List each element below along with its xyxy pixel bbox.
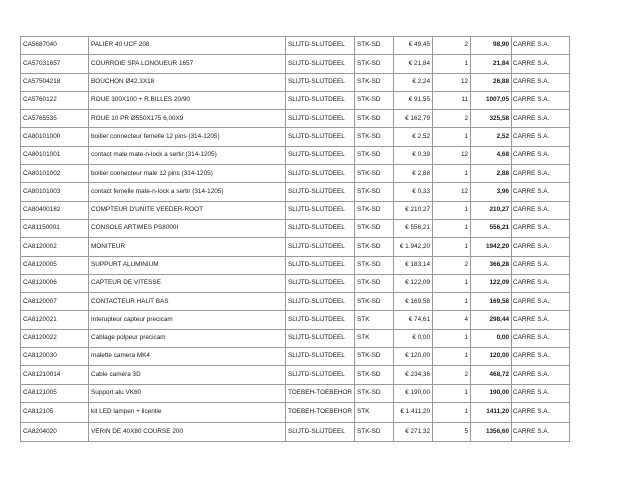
unit-price-cell: € 556,21 <box>394 219 433 237</box>
description-cell: contact femelle mate-n-lock a sertir (314-1205) <box>89 183 286 201</box>
unit-price-cell: € 1.942,20 <box>394 238 433 256</box>
quantity-cell: 1 <box>433 329 471 347</box>
item-code-cell: CA80101003 <box>21 183 89 201</box>
customer-cell: CARRE S.A. <box>512 165 570 183</box>
unit-price-cell: € 190,00 <box>394 384 433 402</box>
item-code-cell: CA8120022 <box>21 329 89 347</box>
unit-cell: STK-SD <box>355 110 394 128</box>
table-row <box>21 384 570 402</box>
total-cell: 0,00 <box>471 329 512 347</box>
table-row <box>21 146 570 164</box>
description-cell: CONTACTEUR HAUT BAS <box>89 293 286 311</box>
total-cell: 190,00 <box>471 384 512 402</box>
quantity-cell: 5 <box>433 423 471 441</box>
total-cell: 26,88 <box>471 73 512 91</box>
quantity-cell: 1 <box>433 238 471 256</box>
unit-cell: STK-SD <box>355 165 394 183</box>
quantity-cell: 2 <box>433 256 471 274</box>
customer-cell: CARRE S.A. <box>512 219 570 237</box>
unit-cell: STK-SD <box>355 256 394 274</box>
table-row <box>21 274 570 292</box>
description-cell: Support alu VK60 <box>89 384 286 402</box>
unit-price-cell: € 49,45 <box>394 37 433 55</box>
quantity-cell: 11 <box>433 91 471 109</box>
description-cell: kit LED lampen + licentie <box>89 402 286 422</box>
total-cell: 1942,20 <box>471 238 512 256</box>
customer-cell: CARRE S.A. <box>512 423 570 441</box>
item-code-cell: CA8120006 <box>21 274 89 292</box>
unit-price-cell: € 91,55 <box>394 91 433 109</box>
table-row <box>21 73 570 91</box>
customer-cell: CARRE S.A. <box>512 37 570 55</box>
unit-cell: STK <box>355 311 394 329</box>
quantity-cell: 1 <box>433 274 471 292</box>
table-row <box>21 219 570 237</box>
unit-cell: STK-SD <box>355 293 394 311</box>
group-cell: SLIJTD-SLIJTDEEL <box>286 293 355 311</box>
total-cell: 366,28 <box>471 256 512 274</box>
total-cell: 98,90 <box>471 37 512 55</box>
inventory-table <box>20 36 570 442</box>
total-cell: 21,84 <box>471 55 512 73</box>
quantity-cell: 2 <box>433 110 471 128</box>
customer-cell: CARRE S.A. <box>512 55 570 73</box>
table-row <box>21 110 570 128</box>
item-code-cell: CA8120005 <box>21 256 89 274</box>
quantity-cell: 12 <box>433 146 471 164</box>
customer-cell: CARRE S.A. <box>512 293 570 311</box>
group-cell: SLIJTD-SLIJTDEEL <box>286 55 355 73</box>
quantity-cell: 4 <box>433 311 471 329</box>
description-cell: ROUE 300X100 + R.BILLES 20/90 <box>89 91 286 109</box>
total-cell: 468,72 <box>471 366 512 384</box>
unit-cell: STK-SD <box>355 238 394 256</box>
unit-cell: STK-SD <box>355 348 394 366</box>
quantity-cell: 1 <box>433 384 471 402</box>
table-body <box>21 37 570 442</box>
item-code-cell: CA8121005 <box>21 384 89 402</box>
table-row <box>21 128 570 146</box>
customer-cell: CARRE S.A. <box>512 73 570 91</box>
customer-cell: CARRE S.A. <box>512 256 570 274</box>
group-cell: SLIJTD-SLIJTDEEL <box>286 329 355 347</box>
description-cell: Interupteur capteur precicam <box>89 311 286 329</box>
description-cell: ROUE 10 PR Ø550X175 6,00X9 <box>89 110 286 128</box>
unit-cell: STK-SD <box>355 384 394 402</box>
total-cell: 298,44 <box>471 311 512 329</box>
item-code-cell: CA57031657 <box>21 55 89 73</box>
group-cell: TOEBEH-TOEBEHOR <box>286 384 355 402</box>
item-code-cell: CA80101001 <box>21 146 89 164</box>
customer-cell: CARRE S.A. <box>512 384 570 402</box>
total-cell: 2,88 <box>471 165 512 183</box>
group-cell: SLIJTD-SLIJTDEEL <box>286 366 355 384</box>
item-code-cell: CA8120021 <box>21 311 89 329</box>
item-code-cell: CA5765535 <box>21 110 89 128</box>
customer-cell: CARRE S.A. <box>512 348 570 366</box>
total-cell: 1007,05 <box>471 91 512 109</box>
table-row <box>21 293 570 311</box>
table-row <box>21 201 570 219</box>
unit-price-cell: € 2,88 <box>394 165 433 183</box>
total-cell: 2,52 <box>471 128 512 146</box>
table-row <box>21 256 570 274</box>
total-cell: 120,00 <box>471 348 512 366</box>
quantity-cell: 12 <box>433 183 471 201</box>
group-cell: SLIJTD-SLIJTDEEL <box>286 37 355 55</box>
description-cell: CAPTEUR DE VITESSE <box>89 274 286 292</box>
group-cell: SLIJTD-SLIJTDEEL <box>286 311 355 329</box>
customer-cell: CARRE S.A. <box>512 146 570 164</box>
quantity-cell: 1 <box>433 128 471 146</box>
item-code-cell: CA80101002 <box>21 165 89 183</box>
customer-cell: CARRE S.A. <box>512 201 570 219</box>
total-cell: 1411,20 <box>471 402 512 422</box>
unit-price-cell: € 0,33 <box>394 183 433 201</box>
table-row <box>21 348 570 366</box>
table-row <box>21 165 570 183</box>
description-cell: COURROIE SPA LONGUEUR 1657 <box>89 55 286 73</box>
description-cell: boitier connecteur femelle 12 pins (314-1205) <box>89 128 286 146</box>
total-cell: 325,58 <box>471 110 512 128</box>
unit-cell: STK-SD <box>355 423 394 441</box>
group-cell: SLIJTD-SLIJTDEEL <box>286 128 355 146</box>
customer-cell: CARRE S.A. <box>512 402 570 422</box>
quantity-cell: 1 <box>433 201 471 219</box>
customer-cell: CARRE S.A. <box>512 238 570 256</box>
description-cell: COMPTEUR D'UNITE VEEDER-ROOT <box>89 201 286 219</box>
description-cell: SUPPURT ALUMINIUM <box>89 256 286 274</box>
unit-cell: STK-SD <box>355 55 394 73</box>
table-row <box>21 55 570 73</box>
unit-price-cell: € 2,24 <box>394 73 433 91</box>
customer-cell: CARRE S.A. <box>512 183 570 201</box>
unit-cell: STK-SD <box>355 73 394 91</box>
unit-cell: STK-SD <box>355 183 394 201</box>
unit-cell: STK-SD <box>355 91 394 109</box>
group-cell: SLIJTD-SLIJTDEEL <box>286 73 355 91</box>
unit-price-cell: € 122,09 <box>394 274 433 292</box>
item-code-cell: CA80400182 <box>21 201 89 219</box>
group-cell: SLIJTD-SLIJTDEEL <box>286 348 355 366</box>
group-cell: SLIJTD-SLIJTDEEL <box>286 423 355 441</box>
table-row <box>21 37 570 55</box>
unit-cell: STK-SD <box>355 146 394 164</box>
table-row <box>21 238 570 256</box>
description-cell: boitier connecteur male 12 pins (314-1205) <box>89 165 286 183</box>
unit-price-cell: € 271,32 <box>394 423 433 441</box>
item-code-cell: CA8204020 <box>21 423 89 441</box>
total-cell: 1356,60 <box>471 423 512 441</box>
customer-cell: CARRE S.A. <box>512 110 570 128</box>
total-cell: 556,21 <box>471 219 512 237</box>
unit-price-cell: € 1.411,20 <box>394 402 433 422</box>
group-cell: SLIJTD-SLIJTDEEL <box>286 238 355 256</box>
description-cell: BOUCHON Ø42.3X18 <box>89 73 286 91</box>
table-row <box>21 423 570 441</box>
quantity-cell: 1 <box>433 293 471 311</box>
item-code-cell: CA812105 <box>21 402 89 422</box>
unit-price-cell: € 210,27 <box>394 201 433 219</box>
table-row <box>21 402 570 422</box>
total-cell: 4,68 <box>471 146 512 164</box>
unit-price-cell: € 162,79 <box>394 110 433 128</box>
quantity-cell: 12 <box>433 73 471 91</box>
quantity-cell: 1 <box>433 402 471 422</box>
description-cell: PALIER 40 UCF 208 <box>89 37 286 55</box>
total-cell: 3,96 <box>471 183 512 201</box>
table-row <box>21 366 570 384</box>
description-cell: CONSOLE ARTIMES PS8000I <box>89 219 286 237</box>
description-cell: contact male mate-n-lock a sertir (314-1205) <box>89 146 286 164</box>
unit-cell: STK-SD <box>355 274 394 292</box>
quantity-cell: 1 <box>433 165 471 183</box>
group-cell: SLIJTD-SLIJTDEEL <box>286 274 355 292</box>
item-code-cell: CA81210014 <box>21 366 89 384</box>
table-row <box>21 183 570 201</box>
unit-cell: STK-SD <box>355 37 394 55</box>
unit-price-cell: € 0,39 <box>394 146 433 164</box>
customer-cell: CARRE S.A. <box>512 274 570 292</box>
description-cell: Cable caméra 3D <box>89 366 286 384</box>
group-cell: SLIJTD-SLIJTDEEL <box>286 183 355 201</box>
item-code-cell: CA8120002 <box>21 238 89 256</box>
item-code-cell: CA8120030 <box>21 348 89 366</box>
customer-cell: CARRE S.A. <box>512 329 570 347</box>
group-cell: SLIJTD-SLIJTDEEL <box>286 91 355 109</box>
table-row <box>21 311 570 329</box>
unit-price-cell: € 2,52 <box>394 128 433 146</box>
unit-price-cell: € 234,36 <box>394 366 433 384</box>
customer-cell: CARRE S.A. <box>512 91 570 109</box>
group-cell: SLIJTD-SLIJTDEEL <box>286 165 355 183</box>
unit-cell: STK <box>355 329 394 347</box>
group-cell: SLIJTD-SLIJTDEEL <box>286 146 355 164</box>
quantity-cell: 1 <box>433 219 471 237</box>
table-row <box>21 329 570 347</box>
item-code-cell: CA57504218 <box>21 73 89 91</box>
unit-price-cell: € 183,14 <box>394 256 433 274</box>
unit-price-cell: € 21,84 <box>394 55 433 73</box>
group-cell: SLIJTD-SLIJTDEEL <box>286 110 355 128</box>
unit-price-cell: € 169,58 <box>394 293 433 311</box>
table-row <box>21 91 570 109</box>
description-cell: VERIN DE 40X80 COURSE 200 <box>89 423 286 441</box>
unit-price-cell: € 74,61 <box>394 311 433 329</box>
group-cell: SLIJTD-SLIJTDEEL <box>286 219 355 237</box>
quantity-cell: 1 <box>433 55 471 73</box>
group-cell: TOEBEH-TOEBEHOR <box>286 402 355 422</box>
item-code-cell: CA80101000 <box>21 128 89 146</box>
description-cell: malette camera MK4 <box>89 348 286 366</box>
group-cell: SLIJTD-SLIJTDEEL <box>286 256 355 274</box>
unit-cell: STK-SD <box>355 201 394 219</box>
customer-cell: CARRE S.A. <box>512 366 570 384</box>
customer-cell: CARRE S.A. <box>512 128 570 146</box>
unit-cell: STK-SD <box>355 366 394 384</box>
unit-cell: STK <box>355 402 394 422</box>
quantity-cell: 2 <box>433 366 471 384</box>
item-code-cell: CA5760122 <box>21 91 89 109</box>
total-cell: 122,09 <box>471 274 512 292</box>
unit-cell: STK-SD <box>355 219 394 237</box>
group-cell: SLIJTD-SLIJTDEEL <box>286 201 355 219</box>
item-code-cell: CA81150001 <box>21 219 89 237</box>
total-cell: 169,58 <box>471 293 512 311</box>
item-code-cell: CA5687040 <box>21 37 89 55</box>
quantity-cell: 2 <box>433 37 471 55</box>
unit-cell: STK-SD <box>355 128 394 146</box>
description-cell: MONITEUR <box>89 238 286 256</box>
quantity-cell: 1 <box>433 348 471 366</box>
item-code-cell: CA8120007 <box>21 293 89 311</box>
unit-price-cell: € 120,00 <box>394 348 433 366</box>
unit-price-cell: € 0,00 <box>394 329 433 347</box>
customer-cell: CARRE S.A. <box>512 311 570 329</box>
description-cell: Cablage polpeur precicam <box>89 329 286 347</box>
total-cell: 210,27 <box>471 201 512 219</box>
